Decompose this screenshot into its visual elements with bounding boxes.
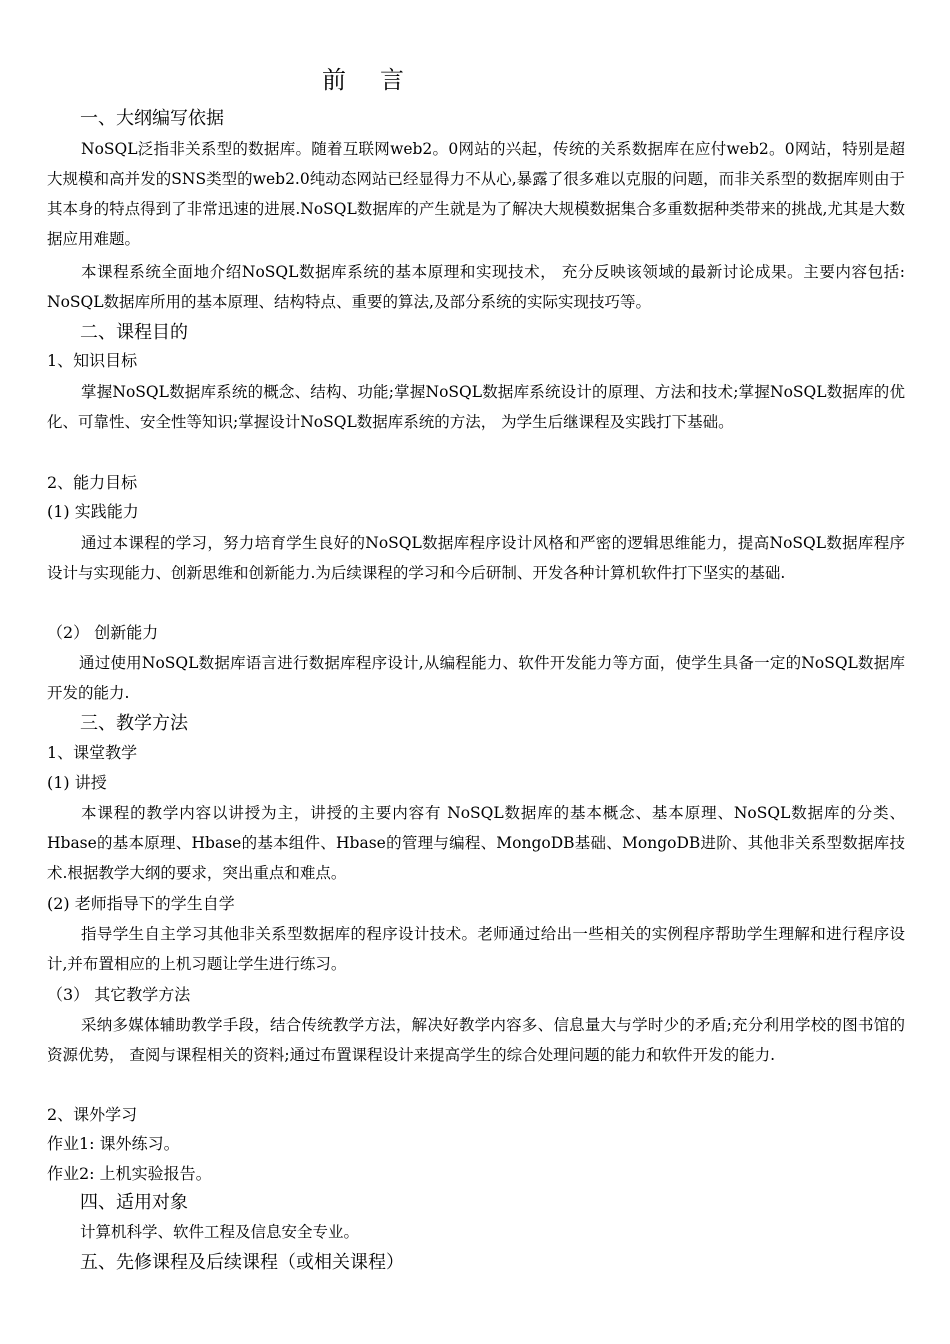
subheading: （2） 创新能力	[47, 623, 159, 642]
paragraph: 指导学生自主学习其他非关系型数据库的程序设计技术。老师通过给出一些相关的实例程序帮助学生理解和进行程序设计,并布置相应的上机习题让学生进行练习。	[47, 925, 905, 973]
subheading: (1) 讲授	[47, 773, 107, 792]
list-item: 作业1: 课外练习。	[47, 1134, 180, 1153]
subheading: (2) 老师指导下的学生自学	[47, 894, 235, 913]
page-title: 前言	[322, 66, 438, 94]
subheading: (1) 实践能力	[47, 502, 139, 521]
paragraph: 采纳多媒体辅助教学手段，结合传统教学方法，解决好教学内容多、信息量大与学时少的矛盾;充分利用学校的图书馆的资源优势， 查阅与课程相关的资料;通过布置课程设计来提高学生的综合处理问题的能力和软件开发的能力.	[47, 1016, 905, 1064]
paragraph: 计算机科学、软件工程及信息安全专业。	[80, 1223, 360, 1241]
subheading: 1、课堂教学	[47, 743, 138, 762]
section-heading-4: 四、适用对象	[80, 1192, 188, 1213]
section-heading-5: 五、先修课程及后续课程（或相关课程）	[80, 1252, 404, 1273]
paragraph: 本课程系统全面地介绍NoSQL数据库系统的基本原理和实现技术， 充分反映该领域的最新讨论成果。主要内容包括: NoSQL数据库所用的基本原理、结构特点、重要的算法,及部分系统的实际实现技巧等。	[47, 263, 905, 311]
paragraph: NoSQL泛指非关系型的数据库。随着互联网web2。0网站的兴起，传统的关系数据库在应付web2。0网站，特别是超大规模和高并发的SNS类型的web2.0纯动态网站已经显得力不从心,暴露了很多难以克服的问题，而非关系型的数据库则由于其本身的特点得到了非常迅速的进展.NoSQL数据库的产生就是为了解决大规模数据集合多重数据种类带来的挑战,尤其是大数据应用难题。	[47, 140, 905, 248]
subheading: 2、能力目标	[47, 473, 138, 492]
paragraph: 通过本课程的学习，努力培育学生良好的NoSQL数据库程序设计风格和严密的逻辑思维能力，提高NoSQL数据库程序设计与实现能力、创新思维和创新能力.为后续课程的学习和今后研制、开发各种计算机软件打下坚实的基础.	[47, 534, 905, 582]
paragraph: 本课程的教学内容以讲授为主，讲授的主要内容有 NoSQL数据库的基本概念、基本原理、NoSQL数据库的分类、Hbase的基本原理、Hbase的基本组件、Hbase的管理与编程、MongoDB基础、MongoDB进阶、其他非关系型数据库技术.根据教学大纲的要求，突出重点和难点。	[47, 804, 905, 882]
list-item: 作业2: 上机实验报告。	[47, 1164, 212, 1183]
subheading: 1、知识目标	[47, 351, 138, 370]
section-heading-2: 二、课程目的	[80, 322, 188, 343]
subheading: 2、课外学习	[47, 1105, 138, 1124]
section-heading-1: 一、大纲编写依据	[80, 108, 224, 129]
section-heading-3: 三、教学方法	[80, 713, 188, 734]
subheading: （3） 其它教学方法	[47, 985, 191, 1004]
paragraph: 掌握NoSQL数据库系统的概念、结构、功能;掌握NoSQL数据库系统设计的原理、方法和技术;掌握NoSQL数据库的优化、可靠性、安全性等知识;掌握设计NoSQL数据库系统的方法， 为学生后继课程及实践打下基础。	[47, 383, 905, 431]
paragraph: 通过使用NoSQL数据库语言进行数据库程序设计,从编程能力、软件开发能力等方面，使学生具备一定的NoSQL数据库开发的能力.	[47, 654, 905, 702]
